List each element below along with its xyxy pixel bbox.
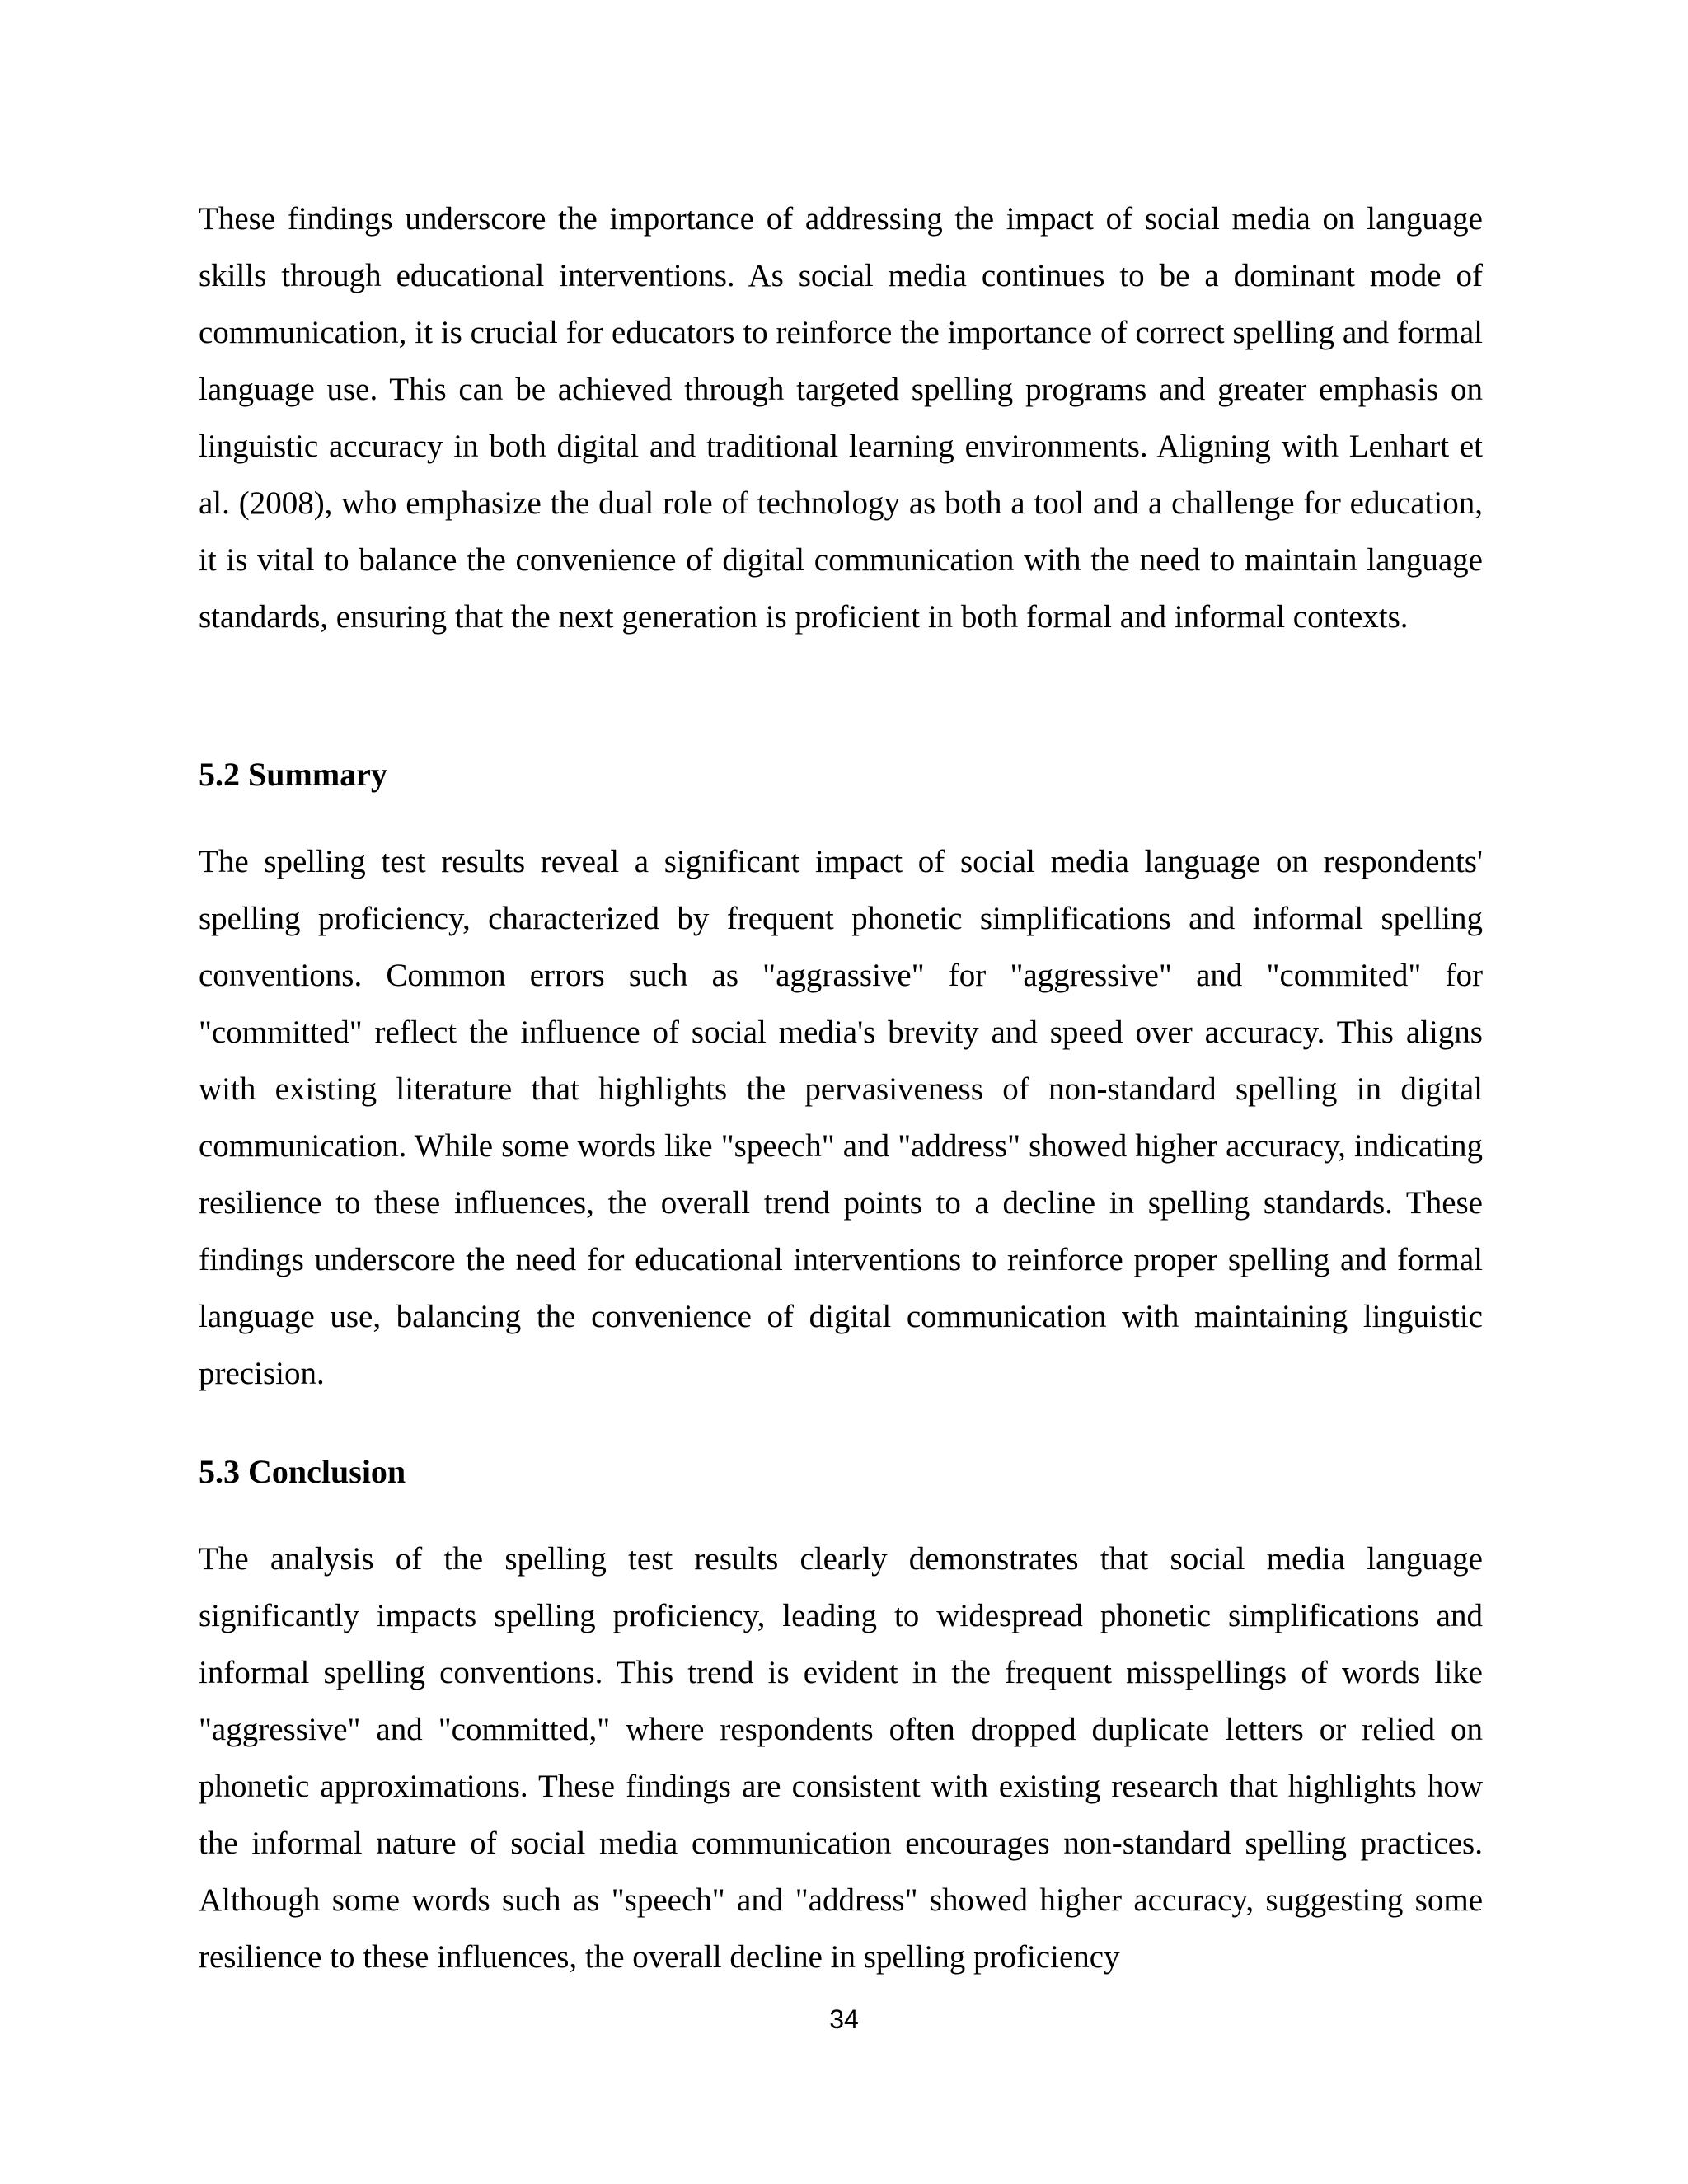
page-number: 34 xyxy=(829,2004,859,2034)
intro-paragraph: These findings underscore the importance of addressing the impact of social media on language skills through educational interventions. As social media continues to be a dominant mode of communication, it is crucial for educators to reinforce the importance of correct spelling and formal language use. This can be achieved through targeted spelling programs and greater emphasis on linguistic accuracy in both digital and traditional learning environments. Aligning with Lenhart et al. (2008), who emphasize the dual role of technology as both a tool and a challenge for education, it is vital to balance the convenience of digital communication with the need to maintain language standards, ensuring that the next generation is proficient in both formal and informal contexts. xyxy=(199,201,1483,635)
conclusion-paragraph: The analysis of the spelling test results clearly demonstrates that social media language significantly impacts spelling proficiency, leading to widespread phonetic simplifications and informal spelling conventions. This trend is evident in the frequent misspellings of words like "aggressive" and "committed," where respondents often dropped duplicate letters or relied on phonetic approximations. These findings are consistent with existing research that highlights how the informal nature of social media communication encourages non-standard spelling practices. Although some words such as "speech" and "address" showed higher accuracy, suggesting some resilience to these influences, the overall decline in spelling proficiency xyxy=(199,1541,1483,1975)
summary-heading: 5.2 Summary xyxy=(199,756,387,793)
conclusion-heading: 5.3 Conclusion xyxy=(199,1453,406,1490)
summary-paragraph: The spelling test results reveal a significant impact of social media language on respondents' spelling proficiency, characterized by frequent phonetic simplifications and informal spelling conventions. Common errors such as "aggrassive" for "aggressive" and "commited" for "committed" reflect the influence of social media's brevity and speed over accuracy. This aligns with existing literature that highlights the pervasiveness of non-standard spelling in digital communication. While some words like "speech" and "address" showed higher accuracy, indicating resilience to these influences, the overall trend points to a decline in spelling standards. These findings underscore the need for educational interventions to reinforce proper spelling and formal language use, balancing the convenience of digital communication with maintaining linguistic precision. xyxy=(199,844,1483,1391)
